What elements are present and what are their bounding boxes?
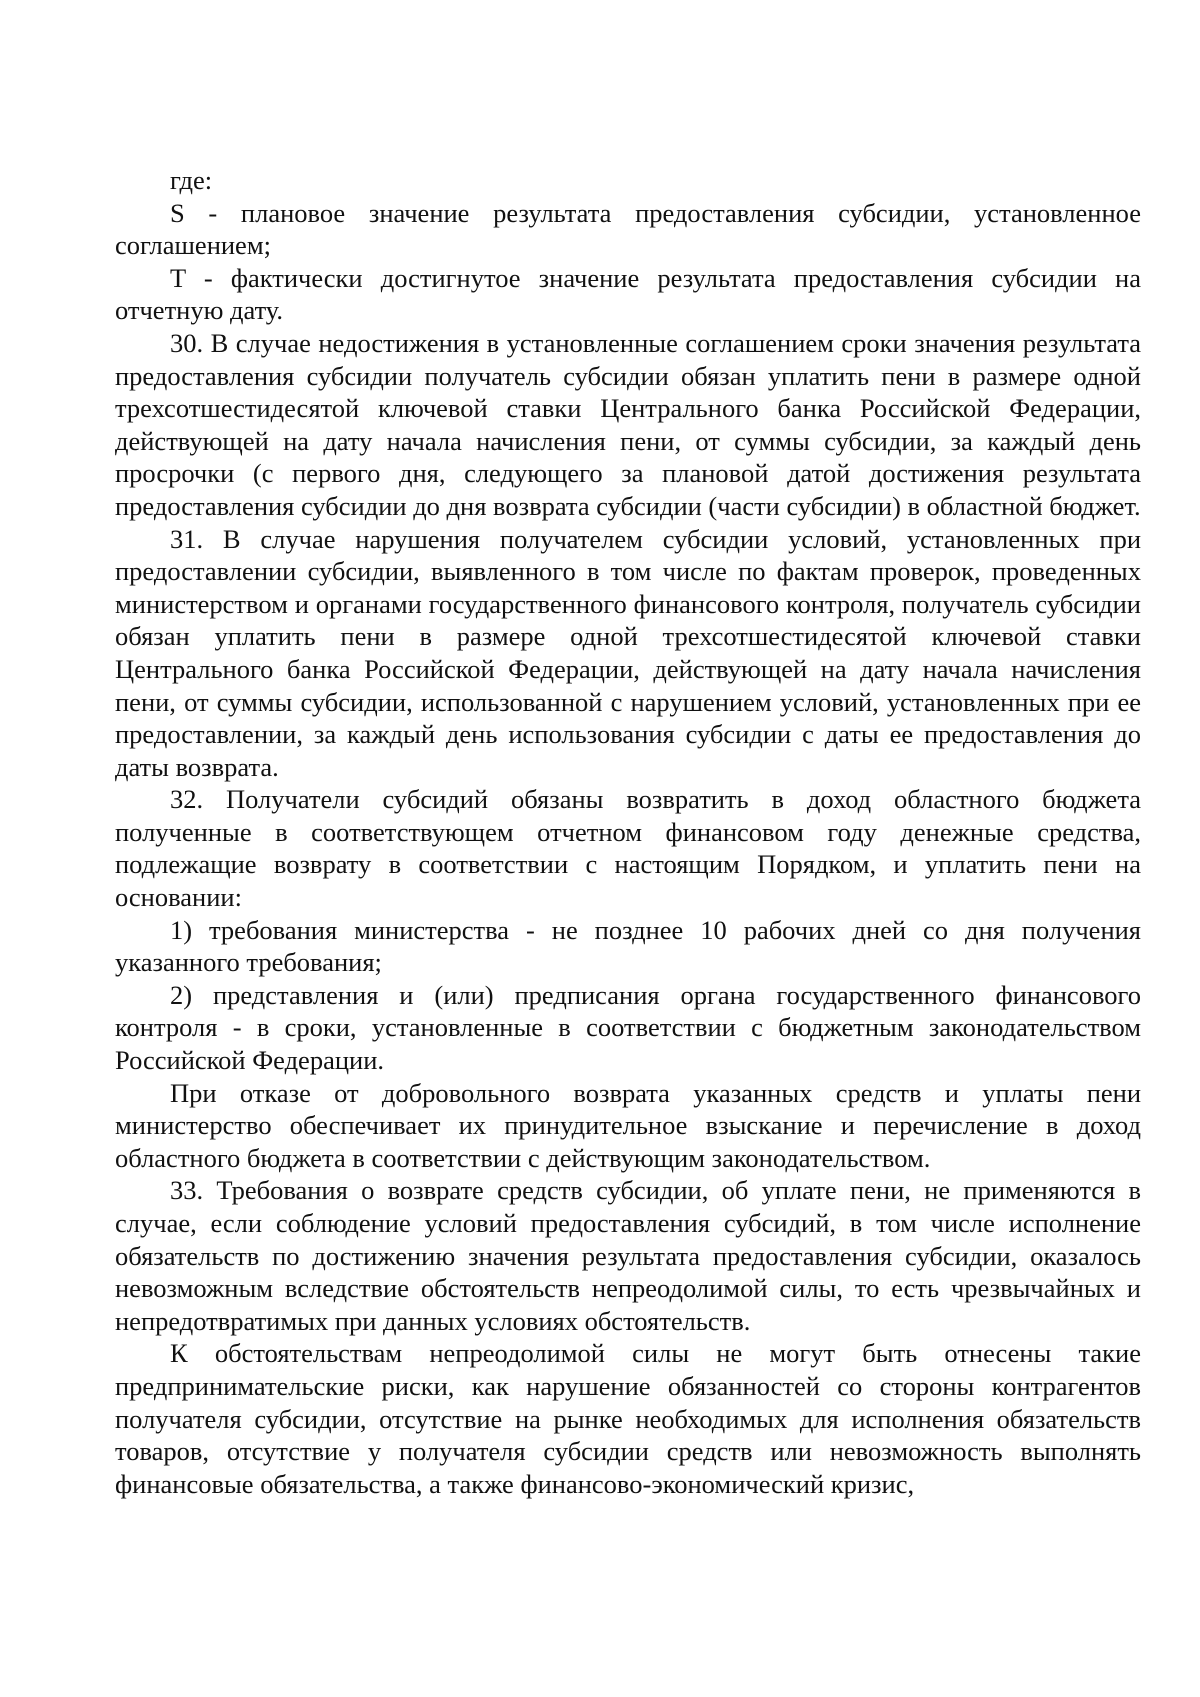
paragraph-item-32-sub-2: 2) представления и (или) предписания органа государственного финансового контроля - в сроки, установленные в соответствии с бюджетным законодательством Российской Федерации. bbox=[115, 979, 1141, 1076]
paragraph-s-definition: S - плановое значение результата предоставления субсидии, установленное соглашением; bbox=[115, 197, 1141, 261]
paragraph-refusal: При отказе от добровольного возврата указанных средств и уплаты пени министерство обеспечивает их принудительное взыскание и перечисление в доход областного бюджета в соответствии с действующим законодательством. bbox=[115, 1077, 1141, 1173]
paragraph-item-32: 32. Получатели субсидий обязаны возвратить в доход областного бюджета полученные в соответствующем отчетном финансовом году денежные средства, подлежащие возврату в соответствии с настоящим Порядком, и уплатить пени на основании: bbox=[115, 784, 1141, 913]
paragraph-force-majeure: К обстоятельствам непреодолимой силы не могут быть отнесены такие предпринимательские риски, как нарушение обязанностей со стороны контрагентов получателя субсидии, отсутствие на рынке необходимых для исполнения обязательств товаров, отсутствие у получателя субсидии средств или невозможность выполнять финансовые обязательства, а также финансово-экономический кризис, bbox=[115, 1338, 1141, 1499]
document-page bbox=[115, 164, 1141, 1500]
paragraph-t-definition: T - фактически достигнутое значение результата предоставления субсидии на отчетную дату. bbox=[115, 262, 1141, 326]
paragraph-where: где: bbox=[170, 165, 213, 195]
paragraph-item-31: 31. В случае нарушения получателем субсидии условий, установленных при предоставлении субсидии, выявленного в том числе по фактам проверок, проведенных министерством и органами государственного финансового контроля, получатель субсидии обязан уплатить пени в размере одной трехсотшестидесятой ключевой ставки Центрального банка Российской Федерации, действующей на дату начала начисления пени, от суммы субсидии, использованной с нарушением условий, установленных при ее предоставлении, за каждый день использования субсидии с даты ее предоставления до даты возврата. bbox=[115, 523, 1141, 782]
paragraph-item-30: 30. В случае недостижения в установленные соглашением сроки значения результата предоставления субсидии получатель субсидии обязан уплатить пени в размере одной трехсотшестидесятой ключевой ставки Центрального банка Российской Федерации, действующей на дату начала начисления пени, от суммы субсидии, за каждый день просрочки (с первого дня, следующего за плановой датой достижения результата предоставления субсидии до дня возврата субсидии (части субсидии) в областной бюджет. bbox=[115, 327, 1141, 521]
paragraph-item-32-sub-1: 1) требования министерства - не позднее 10 рабочих дней со дня получения указанного требования; bbox=[115, 914, 1141, 978]
paragraph-item-33: 33. Требования о возврате средств субсидии, об уплате пени, не применяются в случае, если соблюдение условий предоставления субсидий, в том числе исполнение обязательств по достижению значения результата предоставления субсидии, оказалось невозможным вследствие обстоятельств непреодолимой силы, то есть чрезвычайных и непредотвратимых при данных условиях обстоятельств. bbox=[115, 1175, 1141, 1336]
